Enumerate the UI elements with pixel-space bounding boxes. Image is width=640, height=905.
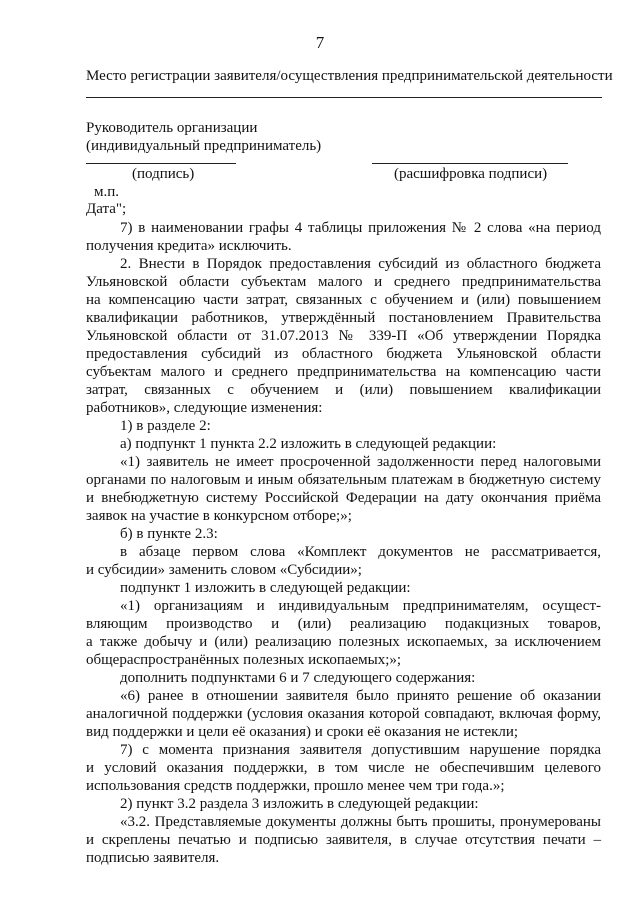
- head-label-line2: (индивидуальный предприниматель): [86, 138, 322, 154]
- body-line: 1) в разделе 2:: [120, 418, 211, 434]
- body-line: Ульяновской области субъектам малого и среднего предпринимательства: [86, 274, 601, 290]
- body-line: заявок на участие в конкурсном отборе;»;: [86, 508, 352, 524]
- body-line: и условий оказания поддержки, в том числе не обеспечившим целевого: [86, 760, 601, 776]
- head-label-line1: Руководитель организации: [86, 120, 258, 136]
- body-line: а) подпункт 1 пункта 2.2 изложить в следующей редакции:: [120, 436, 497, 452]
- body-line: на компенсацию части затрат, связанных с обучением и (или) повышением: [86, 292, 601, 308]
- body-line: вляющим производство и (или) реализацию подакцизных товаров,: [86, 616, 601, 632]
- registration-place-label: Место регистрации заявителя/осуществления предпринимательской деятельности: [86, 68, 613, 84]
- stamp-label: м.п.: [94, 184, 120, 200]
- body-line: аналогичной поддержки (условия оказания которой совпадают, включая форму,: [86, 706, 601, 722]
- body-line: подпункт 1 изложить в следующей редакции:: [120, 580, 411, 596]
- body-line: работников», следующие изменения:: [86, 400, 323, 416]
- body-line: 2. Внести в Порядок предоставления субсидий из областного бюджета: [120, 256, 601, 272]
- body-line: Ульяновской области от 31.07.2013 № 339-П «Об утверждении Порядка: [86, 328, 601, 344]
- body-line: в абзаце первом слова «Комплект документов не рассматривается,: [120, 544, 601, 560]
- signature-decode-caption: (расшифровка подписи): [394, 166, 548, 182]
- body-line: общераспространённых полезных ископаемых;»;: [86, 652, 402, 668]
- body-line: «3.2. Представляемые документы должны быть прошиты, пронумерованы: [120, 814, 601, 830]
- signature-caption: (подпись): [132, 166, 195, 182]
- body-line: «1) организациям и индивидуальным предпринимателям, осущест-: [120, 598, 601, 614]
- page-number: 7: [315, 33, 325, 52]
- body-line: субъектам малого и среднего предпринимательства на компенсацию части: [86, 364, 601, 380]
- body-line: 7) в наименовании графы 4 таблицы приложения № 2 слова «на период: [120, 220, 601, 236]
- body-line: использования средств поддержки, прошло менее чем три года.»;: [86, 778, 505, 794]
- body-line: вид поддержки и цели её оказания) и сроки её оказания не истекли;: [86, 724, 519, 740]
- date-label: Дата";: [86, 201, 127, 217]
- body-line: квалификации работников, утверждённый постановлением Правительства: [86, 310, 601, 326]
- body-line: получения кредита» исключить.: [86, 238, 292, 254]
- signature-decode-line: [372, 163, 568, 164]
- body-line: «1) заявитель не имеет просроченной задолженности перед налоговыми: [120, 454, 601, 470]
- body-line: а также добычу и (или) реализацию полезных ископаемых, за исключением: [86, 634, 601, 650]
- body-line: и внебюджетную систему Российской Федерации на дату окончания приёма: [86, 490, 601, 506]
- body-line: подписью заявителя.: [86, 850, 220, 866]
- body-line: и субсидии» заменить словом «Субсидии»;: [86, 562, 362, 578]
- body-line: 7) с момента признания заявителя допустившим нарушение порядка: [120, 742, 601, 758]
- body-line: и скреплены печатью и подписью заявителя, в случае отсутствия печати –: [86, 832, 601, 848]
- body-line: б) в пункте 2.3:: [120, 526, 218, 542]
- signature-line: [86, 163, 236, 164]
- body-line: «6) ранее в отношении заявителя было принято решение об оказании: [120, 688, 601, 704]
- body-line: органами по налоговым и иным обязательным платежам в бюджетную систему: [86, 472, 601, 488]
- body-line: затрат, связанных с обучением и (или) повышением квалификации: [86, 382, 601, 398]
- registration-place-line: [86, 97, 602, 98]
- body-line: дополнить подпунктами 6 и 7 следующего содержания:: [120, 670, 476, 686]
- body-line: предоставления субсидий из областного бюджета Ульяновской области: [86, 346, 601, 362]
- body-line: 2) пункт 3.2 раздела 3 изложить в следующей редакции:: [120, 796, 479, 812]
